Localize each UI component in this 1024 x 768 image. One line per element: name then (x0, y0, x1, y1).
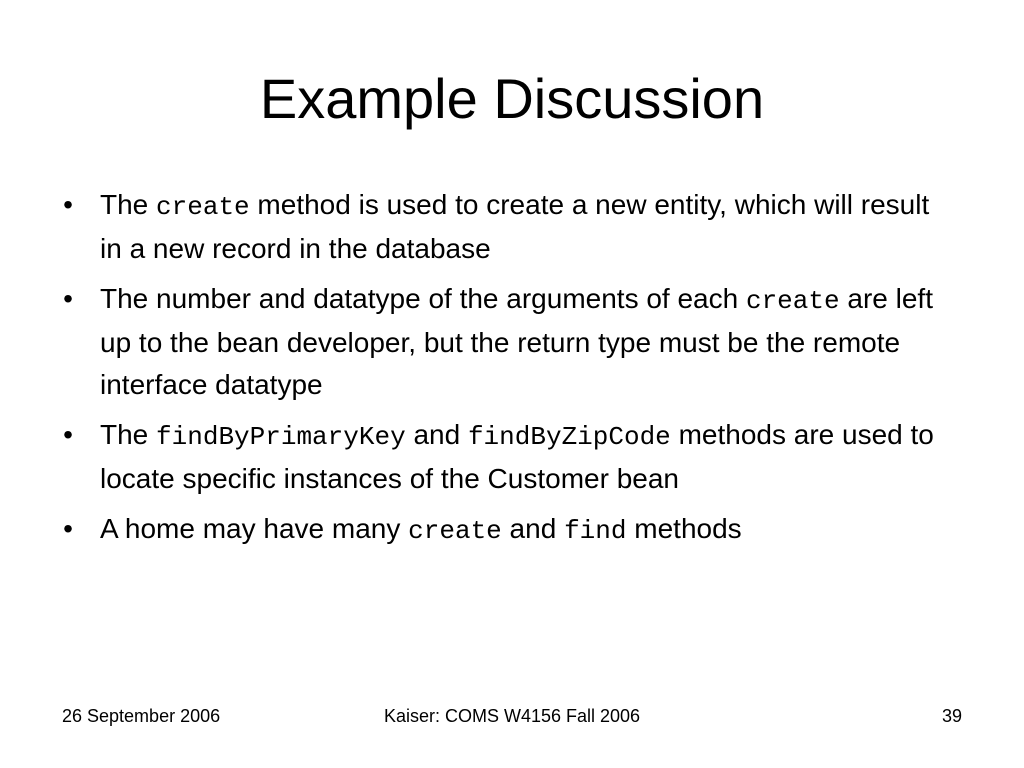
bullet-marker: • (63, 189, 73, 220)
footer-course: Kaiser: COMS W4156 Fall 2006 (383, 706, 641, 726)
bullet-text-segment: and (501, 513, 565, 544)
footer-date: 26 September 2006 (62, 706, 221, 726)
bullet-item (58, 278, 958, 406)
bullet-text-segment: are left up to the bean developer, but the return type must be the remote interface datatype (100, 283, 933, 400)
bullet-marker: • (63, 283, 73, 314)
bullet-marker: • (63, 419, 73, 450)
code-term: create (408, 516, 502, 546)
bullet-text-segment: The number and datatype of the arguments of each (100, 283, 746, 314)
bullet-text-segment: method is used to create a new entity, which will result in a new record in the database (100, 189, 930, 264)
bullet-list (58, 184, 958, 560)
bullet-item (58, 184, 958, 270)
bullet-text-segment: and (405, 419, 468, 450)
bullet-text-segment: A home may have many (100, 513, 409, 544)
code-term: create (156, 192, 250, 222)
code-term: find (564, 516, 627, 546)
bullet-marker: • (63, 513, 73, 544)
slide-title: Example Discussion (259, 67, 765, 130)
bullet-text-segment: methods are used to locate specific instances of the Customer bean (100, 419, 934, 494)
code-term: findByZipCode (467, 422, 671, 452)
bullet-text-segment: The (100, 419, 157, 450)
code-term: create (745, 286, 840, 316)
bullet-text-segment: The (100, 189, 157, 220)
bullet-item (58, 414, 958, 500)
code-term: findByPrimaryKey (156, 422, 406, 452)
slide-number: 39 (941, 706, 962, 726)
bullet-text-segment: methods (626, 513, 742, 544)
bullet-item (58, 508, 958, 552)
